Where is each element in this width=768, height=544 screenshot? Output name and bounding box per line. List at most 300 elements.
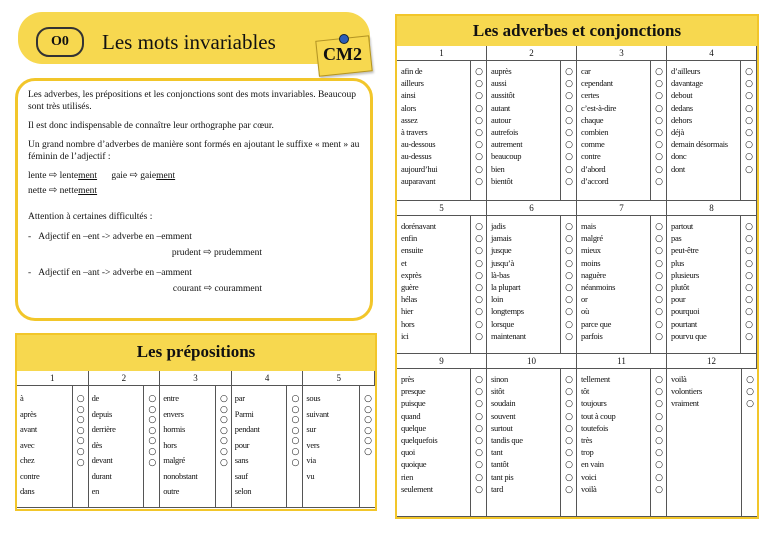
checkbox-circle[interactable]: ○ — [565, 164, 573, 175]
word-item: de — [91, 393, 100, 403]
adverbs-table — [395, 14, 759, 519]
word-item: autrement — [491, 139, 523, 150]
word-item: tant — [491, 447, 503, 458]
word-item: via — [306, 455, 316, 465]
rule-2: - Adjectif en –ant -> adverbe en –amment — [28, 268, 192, 278]
checkbox-circle[interactable]: ○ — [475, 435, 483, 446]
word-item: tant pis — [491, 471, 514, 482]
level-label: CM2 — [323, 44, 362, 64]
example-adjective: gaie — [111, 171, 128, 181]
word-item: hors — [163, 439, 177, 450]
word-item: où — [581, 306, 589, 317]
word-item: quand — [401, 410, 421, 421]
checkbox-circle[interactable]: ○ — [565, 91, 573, 102]
checkbox-circle[interactable]: ○ — [745, 246, 753, 257]
checkbox-circle[interactable]: ○ — [76, 394, 85, 404]
word-column — [487, 369, 577, 517]
checkbox-circle[interactable]: ○ — [148, 436, 157, 447]
word-item: certes — [581, 90, 600, 101]
word-item: parce que — [581, 318, 612, 329]
word-item: entre — [163, 393, 179, 403]
word-item: mais — [581, 221, 596, 231]
checkbox-circle[interactable]: ○ — [364, 436, 372, 447]
checkbox-circle[interactable]: ○ — [565, 152, 573, 163]
checkbox-circle[interactable]: ○ — [655, 152, 663, 163]
word-item: autour — [491, 114, 511, 125]
word-item: vers — [306, 439, 320, 450]
word-item: voilà — [581, 483, 597, 494]
word-item: pendant — [234, 424, 260, 434]
checkbox-circle[interactable]: ○ — [475, 140, 483, 151]
example-adverb: gaiement — [140, 171, 176, 181]
word-item: tôt — [581, 386, 590, 397]
checkbox-circle[interactable]: ○ — [565, 115, 573, 126]
word-item: rien — [401, 471, 414, 482]
checkbox-circle[interactable]: ○ — [475, 484, 483, 495]
column-number: 3 — [577, 46, 667, 61]
checkbox-circle[interactable]: ○ — [655, 307, 663, 318]
checkbox-circle[interactable]: ○ — [291, 404, 300, 415]
checkbox-circle[interactable]: ○ — [475, 331, 483, 342]
checkbox-circle[interactable]: ○ — [475, 164, 483, 175]
checkbox-circle[interactable]: ○ — [565, 246, 573, 257]
checkbox-circle[interactable]: ○ — [475, 258, 483, 269]
word-item: vu — [306, 470, 315, 481]
word-item: hélas — [401, 294, 417, 305]
checkbox-circle[interactable]: ○ — [219, 425, 228, 436]
checkbox-circle[interactable]: ○ — [219, 446, 228, 457]
checkbox-circle[interactable]: ○ — [655, 258, 663, 269]
checkbox-circle[interactable]: ○ — [745, 127, 753, 138]
checkbox-circle[interactable]: ○ — [745, 140, 753, 151]
checkbox-circle[interactable]: ○ — [655, 234, 663, 245]
word-item: sans — [234, 455, 249, 465]
word-item: ici — [401, 330, 409, 341]
word-item: malgré — [163, 455, 185, 465]
checkbox-circle[interactable]: ○ — [148, 457, 157, 468]
word-column — [17, 386, 89, 508]
word-item: c’est-à-dire — [581, 102, 617, 113]
checkbox-circle[interactable]: ○ — [746, 375, 754, 385]
pin-icon — [339, 34, 349, 44]
checkbox-circle[interactable]: ○ — [148, 446, 157, 457]
checkbox-circle[interactable]: ○ — [565, 331, 573, 342]
checkbox-circle[interactable]: ○ — [565, 472, 573, 483]
checkbox-circle[interactable]: ○ — [565, 258, 573, 269]
checkbox-circle[interactable]: ○ — [655, 246, 663, 257]
word-item: tellement — [581, 374, 610, 384]
checkbox-circle[interactable]: ○ — [565, 234, 573, 245]
word-item: chez — [20, 455, 35, 465]
checkbox-circle[interactable]: ○ — [219, 457, 228, 468]
word-item: Parmi — [234, 408, 254, 419]
checkbox-circle[interactable]: ○ — [655, 222, 663, 232]
word-item: aussitôt — [491, 90, 515, 101]
checkbox-circle[interactable]: ○ — [291, 394, 300, 404]
checkbox-circle[interactable]: ○ — [565, 387, 573, 398]
checkbox-circle[interactable]: ○ — [475, 282, 483, 293]
checkbox-circle[interactable]: ○ — [475, 472, 483, 483]
word-item: davantage — [671, 78, 703, 89]
word-item: d’ailleurs — [671, 66, 701, 76]
checkbox-circle[interactable]: ○ — [746, 399, 754, 410]
word-item: voilà — [671, 374, 687, 384]
checkbox-circle[interactable]: ○ — [219, 436, 228, 447]
word-item: sous — [306, 393, 321, 403]
word-item: combien — [581, 127, 609, 138]
word-column — [232, 386, 304, 508]
checkbox-circle[interactable]: ○ — [655, 331, 663, 342]
checkbox-circle[interactable]: ○ — [565, 79, 573, 90]
checkbox-circle[interactable]: ○ — [745, 319, 753, 330]
column-number: 9 — [397, 354, 487, 369]
word-item: cependant — [581, 78, 613, 89]
word-item: partout — [671, 221, 693, 231]
checkbox-circle[interactable]: ○ — [655, 140, 663, 151]
word-item: et — [401, 257, 407, 268]
checkbox-circle[interactable]: ○ — [655, 423, 663, 434]
column-number: 1 — [397, 46, 487, 61]
word-item: jadis — [491, 221, 506, 231]
word-item: sauf — [234, 470, 248, 481]
intro-paragraph-3: Un grand nombre d’adverbes de manière sont formés en ajoutant le suffixe « ment » au féminin de l’adjectif : — [28, 140, 360, 162]
column-number: 1 — [17, 371, 89, 386]
checkbox-circle[interactable]: ○ — [565, 460, 573, 471]
word-item: debout — [671, 90, 693, 101]
checkbox-circle[interactable]: ○ — [291, 436, 300, 447]
checkbox-circle[interactable]: ○ — [76, 457, 85, 468]
checkbox-circle[interactable]: ○ — [291, 446, 300, 457]
checkbox-circle[interactable]: ○ — [364, 404, 372, 415]
prepositions-grid — [17, 371, 375, 508]
checkbox-circle[interactable]: ○ — [565, 176, 573, 187]
checkbox-circle[interactable]: ○ — [291, 415, 300, 426]
checkbox-circle[interactable]: ○ — [475, 152, 483, 163]
word-item: car — [581, 66, 591, 76]
checkbox-circle[interactable]: ○ — [745, 295, 753, 306]
word-item: d’accord — [581, 175, 609, 186]
example-adjective: lente — [28, 171, 47, 181]
checkbox-circle[interactable]: ○ — [475, 127, 483, 138]
arrow-icon: ⇨ — [48, 185, 58, 196]
word-item: autrefois — [491, 127, 519, 138]
adverbs-title: Les adverbes et conjonctions — [397, 16, 757, 46]
checkbox-circle[interactable]: ○ — [475, 91, 483, 102]
word-item: aussi — [491, 78, 507, 89]
checkbox-circle[interactable]: ○ — [565, 435, 573, 446]
checkbox-circle[interactable]: ○ — [76, 446, 85, 457]
checkbox-circle[interactable]: ○ — [475, 79, 483, 90]
checkbox-circle[interactable]: ○ — [565, 448, 573, 459]
word-item: après — [20, 408, 37, 419]
rule-1: - Adjectif en –ent -> adverbe en –emment — [28, 232, 192, 242]
word-column — [89, 386, 161, 508]
word-item: plutôt — [671, 282, 690, 293]
checkbox-circle[interactable]: ○ — [219, 404, 228, 415]
word-item: ensuite — [401, 245, 423, 256]
word-item: moins — [581, 257, 601, 268]
word-item: toujours — [581, 398, 607, 409]
checkbox-circle[interactable]: ○ — [364, 394, 372, 404]
word-item: avec — [20, 439, 35, 450]
checkbox-circle[interactable]: ○ — [565, 222, 573, 232]
word-item: voici — [581, 471, 597, 482]
checkbox-circle[interactable]: ○ — [745, 91, 753, 102]
checkbox-circle[interactable]: ○ — [745, 307, 753, 318]
word-item: jusque — [491, 245, 512, 256]
word-item: dehors — [671, 114, 692, 125]
column-number: 4 — [232, 371, 304, 386]
word-column — [160, 386, 232, 508]
checkbox-circle[interactable]: ○ — [745, 282, 753, 293]
checkbox-circle[interactable]: ○ — [475, 234, 483, 245]
word-item: autant — [491, 102, 510, 113]
checkbox-circle[interactable]: ○ — [475, 399, 483, 410]
checkbox-circle[interactable]: ○ — [655, 375, 663, 385]
checkbox-circle[interactable]: ○ — [655, 472, 663, 483]
checkbox-circle[interactable]: ○ — [364, 415, 372, 426]
checkbox-circle[interactable]: ○ — [475, 319, 483, 330]
checkbox-circle[interactable]: ○ — [565, 103, 573, 114]
checkbox-circle[interactable]: ○ — [745, 152, 753, 163]
checkbox-circle[interactable]: ○ — [148, 404, 157, 415]
example-adverb: lentement — [59, 171, 98, 181]
word-item: dedans — [671, 102, 693, 113]
checkbox-circle[interactable]: ○ — [655, 79, 663, 90]
column-number: 5 — [397, 201, 487, 216]
checkbox-circle[interactable]: ○ — [475, 67, 483, 77]
word-item: hors — [401, 318, 415, 329]
word-item: bientôt — [491, 175, 513, 186]
word-item: dès — [91, 439, 103, 450]
word-column — [667, 369, 757, 517]
example-line-2 — [28, 185, 362, 197]
intro-paragraph-1: Les adverbes, les prépositions et les conjonctions sont des mots invariables. Beaucoup sont très utilisés. — [28, 90, 356, 112]
arrow-icon: ⇨ — [203, 247, 212, 258]
word-item: très — [581, 435, 593, 446]
checkbox-circle[interactable]: ○ — [655, 164, 663, 175]
checkbox-circle[interactable]: ○ — [655, 448, 663, 459]
word-item: selon — [234, 486, 252, 496]
checkbox-circle[interactable]: ○ — [655, 295, 663, 306]
checkbox-circle[interactable]: ○ — [565, 411, 573, 422]
checkbox-circle[interactable]: ○ — [565, 295, 573, 306]
word-item: souvent — [491, 410, 516, 421]
word-item: quelque — [401, 422, 426, 433]
checkbox-circle[interactable]: ○ — [745, 67, 753, 77]
checkbox-circle[interactable]: ○ — [475, 270, 483, 281]
word-item: tout à coup — [581, 410, 616, 421]
word-column — [397, 369, 487, 517]
word-item: exprès — [401, 269, 422, 280]
intro-paragraph-2: Il est donc indispensable de connaître leur orthographe par cœur. — [28, 121, 274, 131]
checkbox-circle[interactable]: ○ — [745, 222, 753, 232]
checkbox-circle[interactable]: ○ — [475, 460, 483, 471]
checkbox-circle[interactable]: ○ — [745, 103, 753, 114]
word-item: seulement — [401, 483, 433, 494]
checkbox-circle[interactable]: ○ — [745, 115, 753, 126]
checkbox-circle[interactable]: ○ — [655, 460, 663, 471]
checkbox-circle[interactable]: ○ — [655, 176, 663, 187]
checkbox-circle[interactable]: ○ — [746, 387, 754, 398]
checkbox-circle[interactable]: ○ — [475, 103, 483, 114]
column-number: 12 — [667, 354, 757, 369]
example-adjective: nette — [28, 186, 47, 196]
word-item: parfois — [581, 330, 603, 341]
checkbox-circle[interactable]: ○ — [655, 127, 663, 138]
checkbox-circle[interactable]: ○ — [475, 246, 483, 257]
checkbox-circle[interactable]: ○ — [745, 164, 753, 175]
word-item: beaucoup — [491, 151, 522, 162]
word-column — [577, 61, 667, 201]
word-item: à — [20, 393, 24, 403]
column-number: 5 — [303, 371, 375, 386]
checkbox-circle[interactable]: ○ — [364, 446, 372, 457]
column-number: 8 — [667, 201, 757, 216]
checkbox-circle[interactable]: ○ — [475, 176, 483, 187]
word-item: durant — [91, 470, 112, 481]
checkbox-circle[interactable]: ○ — [655, 435, 663, 446]
word-item: d’abord — [581, 163, 606, 174]
checkbox-circle[interactable]: ○ — [148, 415, 157, 426]
word-item: surtout — [491, 422, 513, 433]
checkbox-circle[interactable]: ○ — [565, 319, 573, 330]
checkbox-circle[interactable]: ○ — [655, 103, 663, 114]
word-item: depuis — [91, 408, 112, 419]
prepositions-title: Les prépositions — [17, 335, 375, 371]
checkbox-circle[interactable]: ○ — [565, 282, 573, 293]
checkbox-circle[interactable]: ○ — [655, 67, 663, 77]
checkbox-circle[interactable]: ○ — [655, 319, 663, 330]
column-number: 3 — [160, 371, 232, 386]
word-item: malgré — [581, 233, 603, 244]
checkbox-circle[interactable]: ○ — [219, 415, 228, 426]
checkbox-circle[interactable]: ○ — [565, 307, 573, 318]
word-item: comme — [581, 139, 605, 150]
checkbox-circle[interactable]: ○ — [475, 375, 483, 385]
checkbox-circle[interactable]: ○ — [475, 387, 483, 398]
checkbox-circle[interactable]: ○ — [475, 222, 483, 232]
checkbox-circle[interactable]: ○ — [364, 425, 372, 436]
word-item: quelquefois — [401, 435, 438, 446]
arrow-icon: ⇨ — [129, 170, 138, 181]
checkbox-circle[interactable]: ○ — [291, 425, 300, 436]
word-item: devant — [91, 455, 113, 465]
column-number: 2 — [487, 46, 577, 61]
checkbox-circle[interactable]: ○ — [475, 448, 483, 459]
checkbox-circle[interactable]: ○ — [565, 375, 573, 385]
word-item: plusieurs — [671, 269, 699, 280]
word-item: en vain — [581, 459, 604, 470]
checkbox-circle[interactable]: ○ — [745, 270, 753, 281]
checkbox-circle[interactable]: ○ — [475, 307, 483, 318]
word-item: lorsque — [491, 318, 514, 329]
checkbox-circle[interactable]: ○ — [655, 484, 663, 495]
checkbox-circle[interactable]: ○ — [655, 411, 663, 422]
checkbox-circle[interactable]: ○ — [475, 115, 483, 126]
word-item: presque — [401, 386, 426, 397]
word-item: contre — [581, 151, 601, 162]
word-column — [577, 216, 667, 354]
checkbox-circle[interactable]: ○ — [565, 484, 573, 495]
word-item: toutefois — [581, 422, 609, 433]
checkbox-circle[interactable]: ○ — [745, 258, 753, 269]
word-column — [397, 61, 487, 201]
column-number: 10 — [487, 354, 577, 369]
word-item: pourquoi — [671, 306, 700, 317]
word-item: mieux — [581, 245, 601, 256]
word-column — [487, 216, 577, 354]
checkbox-circle[interactable]: ○ — [148, 394, 157, 404]
checkbox-circle[interactable]: ○ — [475, 295, 483, 306]
word-item: enfin — [401, 233, 417, 244]
word-column — [303, 386, 375, 508]
word-item: plus — [671, 257, 684, 268]
word-item: envers — [163, 408, 184, 419]
word-item: aujourd’hui — [401, 163, 438, 174]
checkbox-circle[interactable]: ○ — [565, 67, 573, 77]
word-item: auparavant — [401, 175, 436, 186]
checkbox-circle[interactable]: ○ — [655, 282, 663, 293]
word-item: demain désormais — [671, 139, 728, 150]
checkbox-circle[interactable]: ○ — [76, 415, 85, 426]
word-item: naguère — [581, 269, 606, 280]
checkbox-circle[interactable]: ○ — [475, 423, 483, 434]
checkbox-circle[interactable]: ○ — [565, 423, 573, 434]
checkbox-circle[interactable]: ○ — [565, 127, 573, 138]
page-title: Les mots invariables — [102, 30, 276, 54]
checkbox-circle[interactable]: ○ — [76, 404, 85, 415]
word-item: dorénavant — [401, 221, 436, 231]
prepositions-table — [15, 333, 377, 511]
word-item: déjà — [671, 127, 684, 138]
word-item: longtemps — [491, 306, 524, 317]
example-adverb: nettement — [59, 186, 98, 196]
checkbox-circle[interactable]: ○ — [565, 399, 573, 410]
word-item: dans — [20, 486, 35, 496]
checkbox-circle[interactable]: ○ — [475, 411, 483, 422]
checkbox-circle[interactable]: ○ — [655, 270, 663, 281]
word-item: en — [91, 486, 100, 496]
word-item: quoi — [401, 447, 415, 458]
checkbox-circle[interactable]: ○ — [655, 387, 663, 398]
word-item: néanmoins — [581, 282, 616, 293]
checkbox-circle[interactable]: ○ — [76, 436, 85, 447]
checkbox-circle[interactable]: ○ — [219, 394, 228, 404]
arrow-icon: ⇨ — [48, 170, 58, 181]
checkbox-circle[interactable]: ○ — [76, 425, 85, 436]
checkbox-circle[interactable]: ○ — [565, 140, 573, 151]
word-item: nonobstant — [163, 470, 198, 481]
checkbox-circle[interactable]: ○ — [565, 270, 573, 281]
word-item: suivant — [306, 408, 329, 419]
checkbox-circle[interactable]: ○ — [148, 425, 157, 436]
checkbox-circle[interactable]: ○ — [745, 79, 753, 90]
word-item: alors — [401, 102, 417, 113]
checkbox-circle[interactable]: ○ — [745, 234, 753, 245]
checkbox-circle[interactable]: ○ — [655, 399, 663, 410]
adverbs-grid — [397, 46, 757, 517]
word-item: outre — [163, 486, 180, 496]
word-item: au-dessus — [401, 151, 432, 162]
checkbox-circle[interactable]: ○ — [745, 331, 753, 342]
checkbox-circle[interactable]: ○ — [655, 91, 663, 102]
checkbox-circle[interactable]: ○ — [291, 457, 300, 468]
column-number: 6 — [487, 201, 577, 216]
attention-heading: Attention à certaines difficultés : — [28, 212, 153, 222]
checkbox-circle[interactable]: ○ — [655, 115, 663, 126]
rule-2-example: courant ⇨ couramment — [172, 283, 262, 294]
